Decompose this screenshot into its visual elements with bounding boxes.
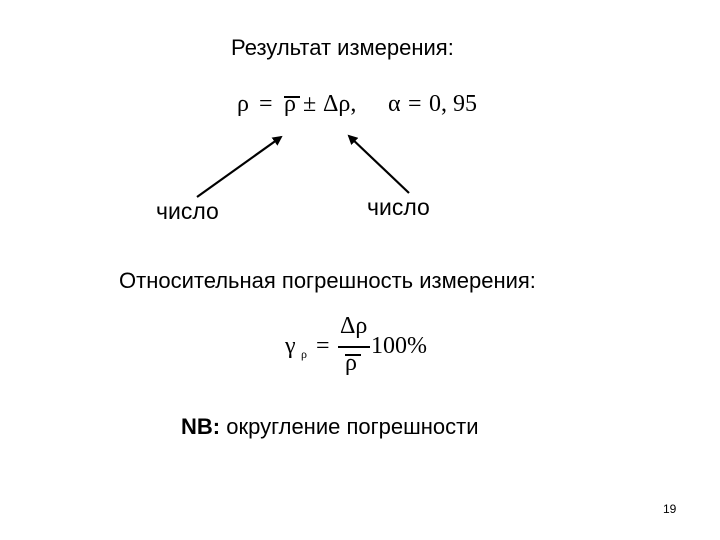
- nb-prefix: NB:: [181, 414, 221, 439]
- right-arrow: [349, 136, 409, 193]
- equals-sign-2: =: [408, 91, 422, 117]
- slide-number: 19: [663, 502, 677, 516]
- result-heading: Результат измерения:: [231, 35, 454, 60]
- gamma-symbol: γ: [285, 333, 296, 359]
- relative-error-heading: Относительная погрешность измерения:: [119, 268, 536, 293]
- equals-sign: =: [259, 91, 273, 117]
- left-arrow: [197, 137, 281, 197]
- rho-mean-symbol: ρ: [284, 91, 296, 117]
- rho-symbol: ρ: [237, 91, 249, 117]
- gamma-subscript: ρ: [301, 347, 307, 361]
- equals-sign-3: =: [316, 333, 330, 359]
- fraction-line: [338, 346, 370, 348]
- percent-factor: 100%: [371, 333, 427, 359]
- right-arrow-label: число: [367, 194, 430, 220]
- alpha-value: 0, 95: [429, 91, 477, 117]
- left-arrow-label: число: [156, 198, 219, 224]
- fraction-denominator: ρ: [345, 350, 357, 376]
- nb-note: [181, 414, 479, 440]
- fraction-numerator: Δρ: [340, 313, 368, 339]
- delta-rho-symbol: Δρ,: [323, 91, 357, 117]
- alpha-symbol: α: [388, 91, 401, 117]
- nb-text: округление погрешности: [220, 414, 479, 439]
- plus-minus-sign: ±: [303, 91, 317, 117]
